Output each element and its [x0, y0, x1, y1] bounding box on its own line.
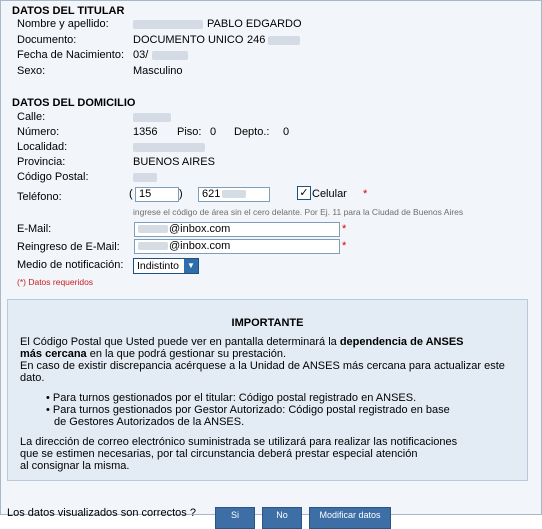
- important-line-1: El Código Postal que Usted puede ver en pantalla determinará la dependencia de ANSES: [20, 336, 464, 348]
- telefono-hint: ingrese el código de área sin el cero delante. Por Ej. 11 para la Ciudad de Buenos Aires: [133, 207, 464, 217]
- numero-label: Número:: [17, 126, 60, 138]
- important-line-4: dato.: [20, 372, 45, 384]
- piso-value: 0: [210, 126, 217, 138]
- celular-checkbox[interactable]: ✓: [297, 186, 311, 200]
- celular-label: Celular: [312, 188, 347, 200]
- medio-selected-value: Indistinto: [137, 260, 180, 272]
- numero-value: 1356: [133, 126, 158, 138]
- redacted-date: [152, 51, 188, 60]
- nombre-label: Nombre y apellido:: [17, 18, 109, 30]
- bullet-1: • Para turnos gestionados por el titular: Código postal registrado en ANSES.: [46, 392, 417, 404]
- bullet-2-cont: de Gestores Autorizados de la ANSES.: [54, 416, 245, 428]
- piso-label: Piso:: [177, 126, 202, 138]
- important-line-7: al consignar la misma.: [20, 460, 130, 472]
- reingreso-email-input[interactable]: @inbox.com: [134, 239, 340, 254]
- chevron-down-icon[interactable]: ▼: [184, 259, 198, 273]
- phone-input[interactable]: 621: [198, 187, 270, 202]
- nombre-value: PABLO EDGARDO: [207, 18, 302, 30]
- redacted-street: [133, 113, 171, 122]
- important-line-2: más cercana en la que podrá gestionar su prestación.: [20, 348, 287, 360]
- sexo-label: Sexo:: [17, 65, 46, 77]
- telefono-label: Teléfono:: [17, 191, 62, 203]
- reingreso-label: Reingreso de E-Mail:: [17, 241, 120, 253]
- bullet-2: • Para turnos gestionados por Gestor Autorizado: Código postal registrado en base: [46, 404, 450, 416]
- no-button[interactable]: No: [262, 507, 302, 529]
- telefono-required-star: *: [363, 188, 368, 200]
- important-box: [7, 299, 528, 481]
- important-line-6: que se estimen necesarias, por tal circunstancia deberá prestar especial atención: [20, 448, 418, 460]
- provincia-value: BUENOS AIRES: [133, 156, 215, 168]
- email-input[interactable]: @inbox.com: [134, 222, 340, 237]
- area-paren-open: (: [129, 188, 133, 200]
- email-label: E-Mail:: [17, 223, 52, 235]
- si-button[interactable]: Si: [215, 507, 255, 529]
- important-title: IMPORTANTE: [231, 317, 304, 329]
- important-line-5: La dirección de correo electrónico suministrada se utilizará para realizar las notificaciones: [20, 436, 458, 448]
- calle-label: Calle:: [17, 111, 46, 123]
- fecha-label: Fecha de Nacimiento:: [17, 49, 124, 61]
- redacted-localidad: [133, 143, 205, 152]
- modificar-datos-button[interactable]: Modificar datos: [309, 507, 391, 529]
- documento-type: DOCUMENTO UNICO: [133, 34, 244, 46]
- confirm-question: Los datos visualizados son correctos ?: [7, 507, 196, 519]
- depto-label: Depto.:: [234, 126, 270, 138]
- area-paren-close: ): [179, 188, 183, 200]
- sexo-value: Masculino: [133, 65, 183, 77]
- titular-section-title: DATOS DEL TITULAR: [12, 5, 125, 17]
- localidad-label: Localidad:: [17, 141, 68, 153]
- medio-label: Medio de notificación:: [17, 259, 124, 271]
- depto-value: 0: [283, 126, 290, 138]
- reingreso-required-star: *: [342, 240, 347, 252]
- provincia-label: Provincia:: [17, 156, 66, 168]
- area-code-input[interactable]: 15: [135, 187, 179, 202]
- redacted-cp: [133, 173, 157, 182]
- documento-value: 246: [247, 34, 266, 46]
- medio-select[interactable]: [133, 258, 199, 274]
- cp-label: Código Postal:: [17, 171, 89, 183]
- important-line-3: En caso de existir discrepancia acérquese a la Unidad de ANSES más cercana para actualizar este: [20, 360, 505, 372]
- documento-label: Documento:: [17, 34, 77, 46]
- redacted-document: [268, 36, 300, 45]
- required-note: (*) Datos requeridos: [17, 277, 94, 287]
- email-required-star: *: [342, 223, 347, 235]
- domicilio-section-title: DATOS DEL DOMICILIO: [12, 97, 136, 109]
- fecha-value: 03/: [133, 49, 149, 61]
- redacted-surname: [133, 20, 203, 29]
